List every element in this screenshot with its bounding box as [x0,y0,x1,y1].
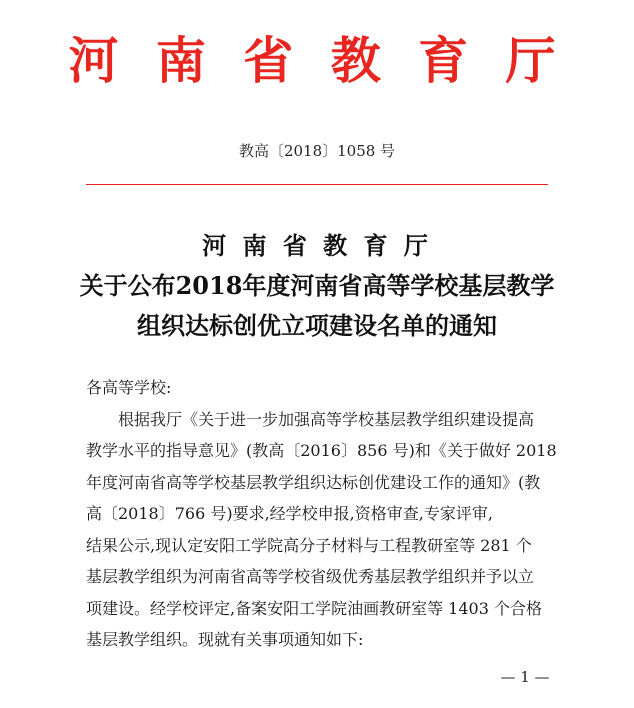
paragraph-line: 结果公示,现认定安阳工学院高分子材料与工程教研室等 281 个 [86,535,532,555]
title-line-subject: 关于公布2018年度河南省高等学校基层教学 [79,271,555,300]
agency-masthead: 河 南 省 教 育 厅 [68,31,566,90]
title-line-agency: 河 南 省 教 育 厅 [202,231,432,260]
paragraph-line: 基层教学组织为河南省高等学校省级优秀基层教学组织并予以立 [86,567,535,586]
paragraph-line: 项建设。经学校评定,备案安阳工学院油画教研室等 1403 个合格 [86,598,542,618]
document-number: 教高〔2018〕1058 号 [238,142,396,160]
page-number: — 1 — [500,668,550,686]
paragraph-line: 教学水平的指导意见》(教高〔2016〕856 号)和《关于做好 2018 [86,441,557,460]
red-divider-line [86,184,548,185]
paragraph-line: 根据我厅《关于进一步加强高等学校基层教学组织建设提高 [118,409,535,429]
document-body [86,372,566,656]
paragraph-line: 基层教学组织。现就有关事项通知如下: [86,630,364,649]
paragraph-line: 年度河南省高等学校基层教学组织达标创优建设工作的通知》(教 [86,472,541,492]
salutation: 各高等学校: [86,378,172,397]
document-title [40,226,594,346]
paragraph-line: 高〔2018〕766 号)要求,经学校申报,资格审查,专家评审, [86,504,493,523]
title-line-subject-cont: 组织达标创优立项建设名单的通知 [137,311,497,340]
